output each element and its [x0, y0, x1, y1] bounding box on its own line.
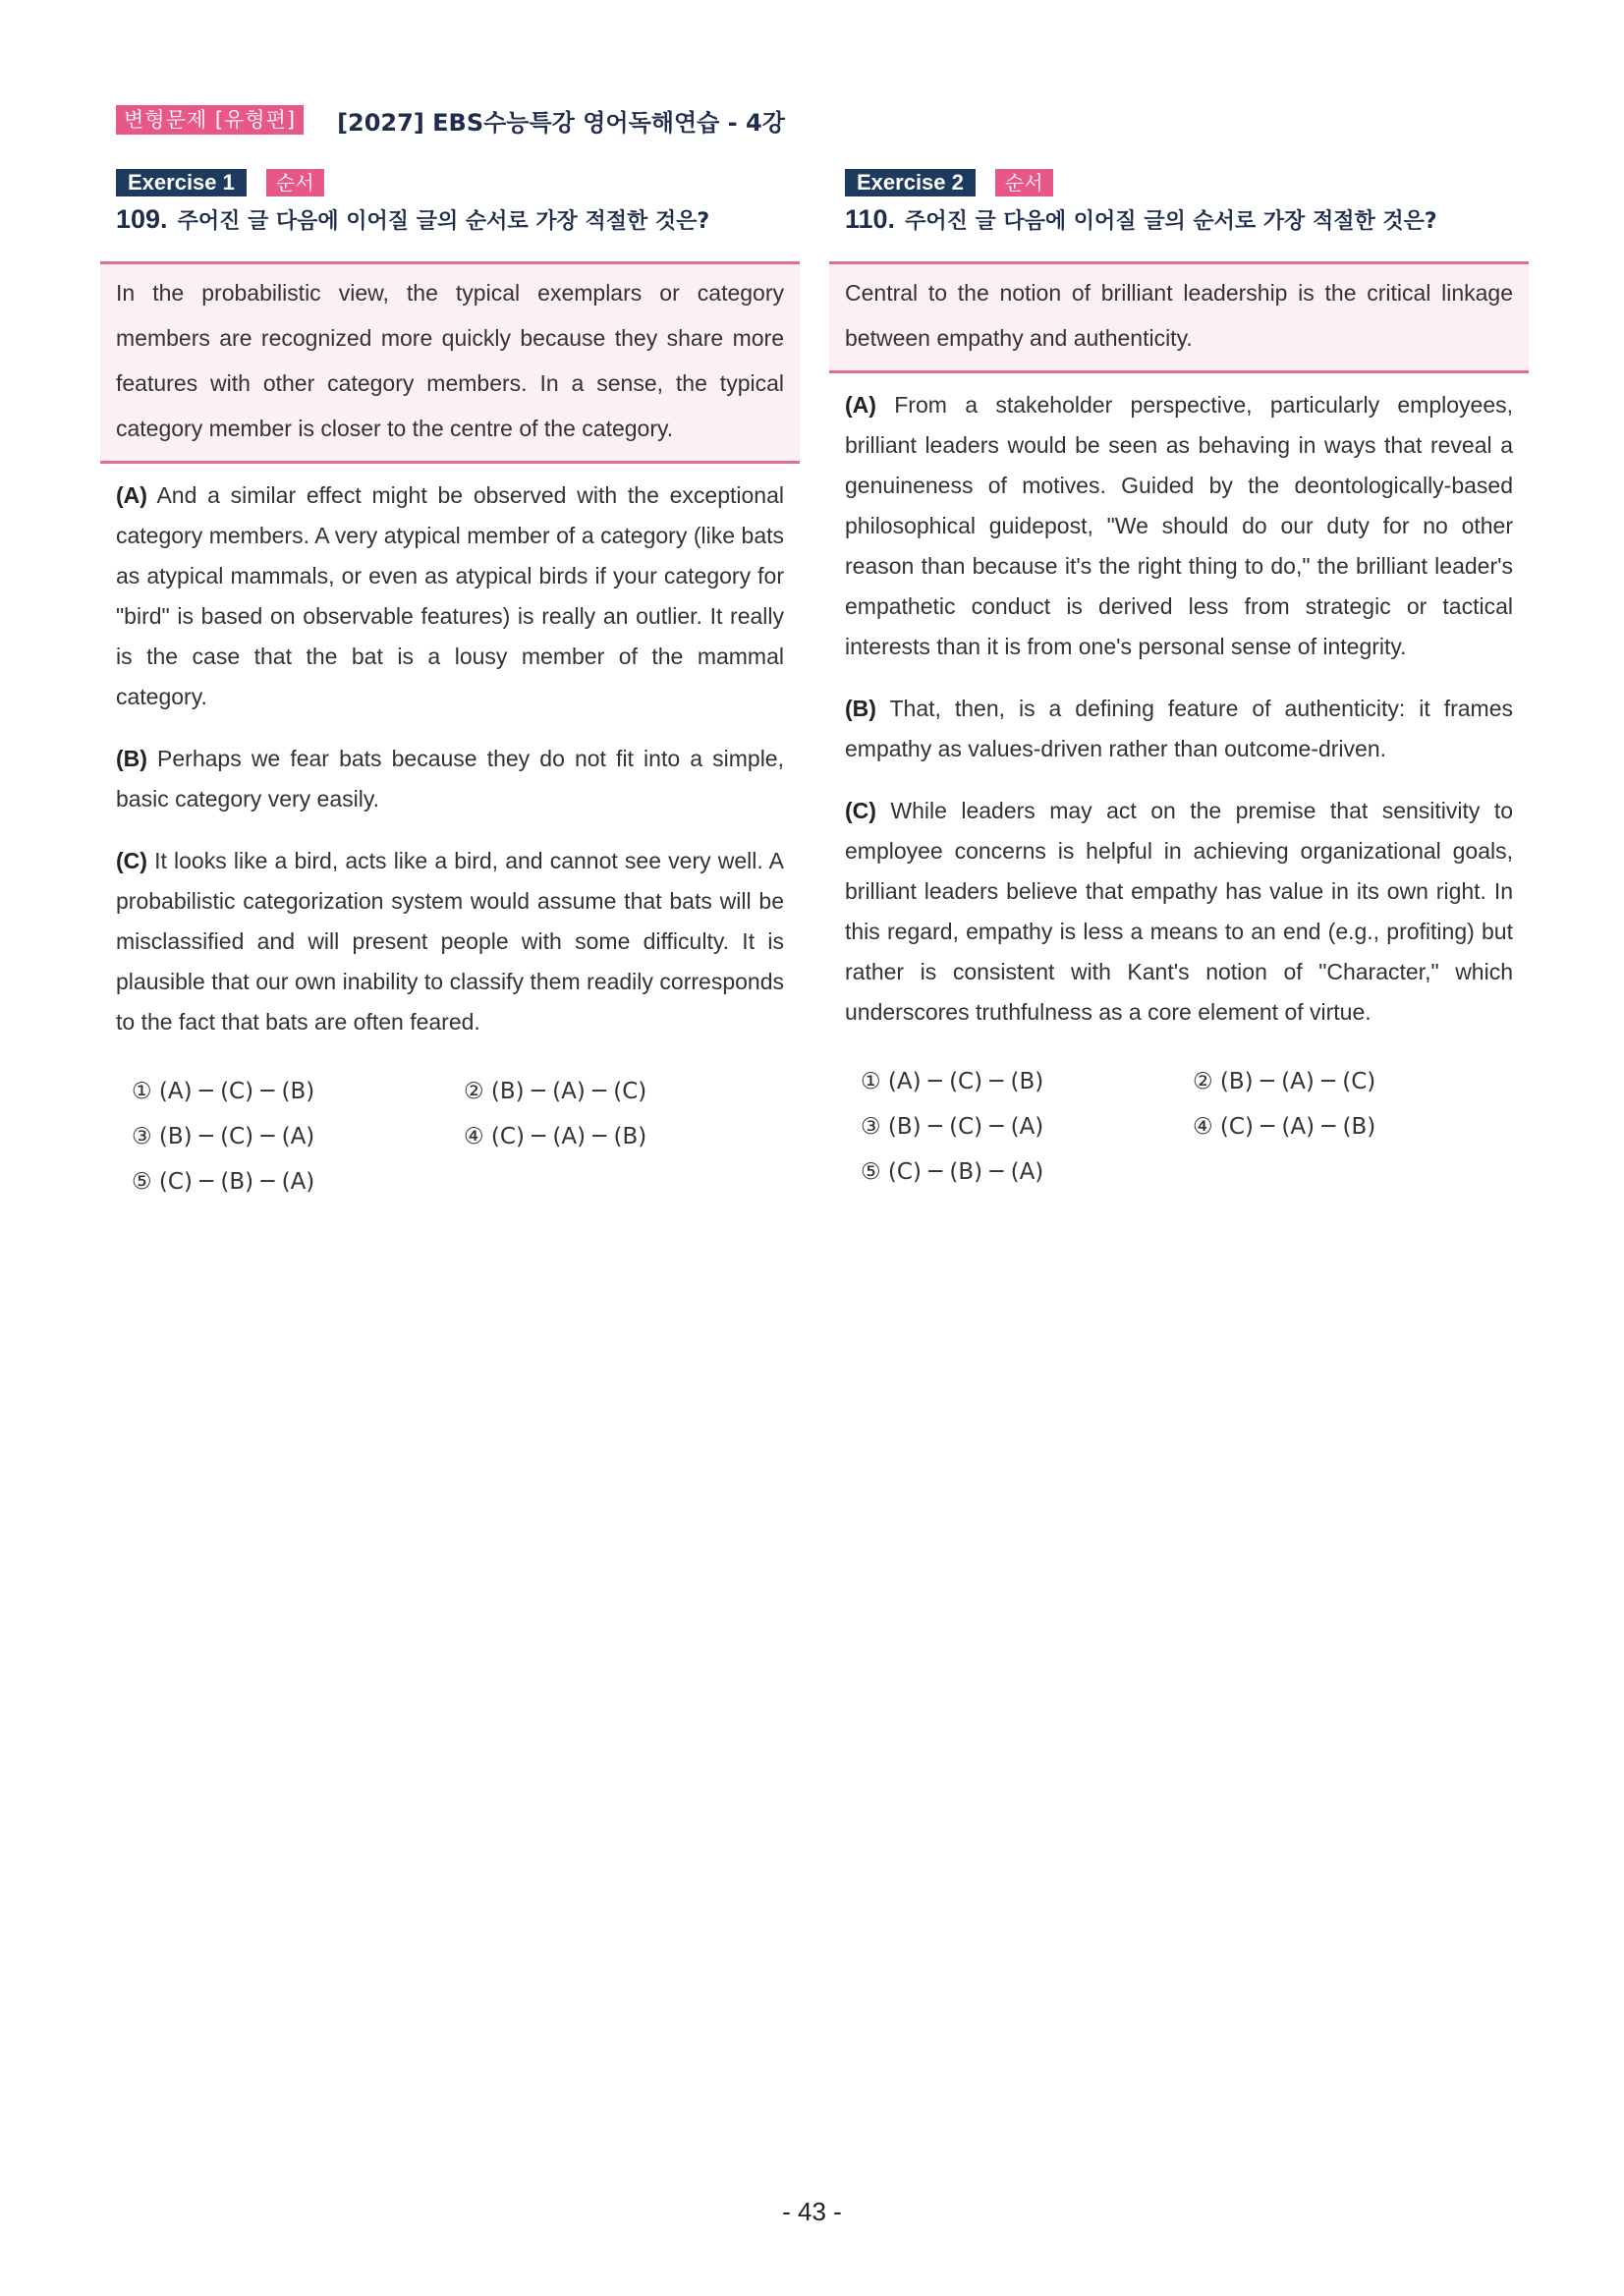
question-line: [845, 204, 1529, 244]
exercise-2: [829, 169, 1529, 1192]
choice-3[interactable]: ③ (B) ─ (C) ─ (A): [132, 1124, 315, 1149]
exercise-1: [100, 169, 800, 1202]
answer-choices: [829, 1062, 1529, 1192]
paragraph-c: [829, 791, 1529, 1033]
choice-1[interactable]: ① (A) ─ (C) ─ (B): [132, 1079, 315, 1104]
given-passage: Central to the notion of brilliant leadership is the critical linkage between empathy and authenticity.: [829, 261, 1529, 373]
paragraph-label: (A): [116, 482, 147, 508]
choice-5[interactable]: ⑤ (C) ─ (B) ─ (A): [861, 1159, 1044, 1185]
paragraph-text: It looks like a bird, acts like a bird, and cannot see very well. A probabilistic categorization system would assume that bats will be misclassified and will present people with some difficulty. It is plausible that our own inability to classify them readily corresponds to the fact that bats are often feared.: [116, 848, 784, 1035]
given-passage: In the probabilistic view, the typical exemplars or category members are recognized more quickly because they share more features with other category members. In a sense, the typical category member is closer to the centre of the category.: [100, 261, 800, 464]
question-number: 110.: [845, 204, 896, 234]
paragraph-text: While leaders may act on the premise that sensitivity to employee concerns is helpful in achieving organizational goals, brilliant leaders believe that empathy has value in its own right. In this regard, empathy is less a means to an end (e.g., profiting) but rather is consistent with Kant's notion of "Character," which underscores truthfulness as a core element of virtue.: [845, 798, 1514, 1025]
exercise-category-tag: 순서: [266, 169, 324, 196]
paragraph-c: [100, 841, 800, 1042]
page-number: - 43 -: [782, 2197, 842, 2226]
header-title: [2027] EBS수능특강 영어독해연습 - 4강: [337, 108, 785, 137]
answer-choices: [100, 1072, 800, 1202]
choice-4[interactable]: ④ (C) ─ (A) ─ (B): [1193, 1114, 1376, 1140]
paragraph-label: (A): [845, 392, 876, 418]
question-number: 109.: [116, 204, 168, 234]
choice-4[interactable]: ④ (C) ─ (A) ─ (B): [464, 1124, 647, 1149]
paragraph-label: (C): [116, 848, 147, 873]
question-text: 주어진 글 다음에 이어질 글의 순서로 가장 적절한 것은?: [905, 209, 1437, 234]
choice-1[interactable]: ① (A) ─ (C) ─ (B): [861, 1069, 1044, 1094]
exercise-badge: Exercise 2: [845, 169, 976, 196]
exercise-badge: Exercise 1: [116, 169, 247, 196]
paragraph-b: [100, 739, 800, 819]
paragraph-label: (B): [116, 746, 147, 771]
question-text: 주어진 글 다음에 이어질 글의 순서로 가장 적절한 것은?: [177, 209, 710, 234]
paragraph-text: From a stakeholder perspective, particularly employees, brilliant leaders would be seen as behaving in ways that reveal a genuineness of motives. Guided by the deontologically-based philosophical guidepost, "We should do our duty for no other reason than because it's the right thing to do," the brilliant leader's empathetic conduct is derived less from strategic or tactical interests than it is from one's personal sense of integrity.: [845, 392, 1513, 659]
choice-2[interactable]: ② (B) ─ (A) ─ (C): [1193, 1069, 1376, 1094]
exercise-label-row: [845, 169, 1529, 196]
exercise-label-row: [116, 169, 800, 196]
paragraph-label: (C): [845, 798, 876, 823]
section-type-tag: 변형문제 [유형편]: [116, 105, 304, 135]
exercise-category-tag: 순서: [995, 169, 1053, 196]
paragraph-text: Perhaps we fear bats because they do not fit into a simple, basic category very easily.: [116, 746, 784, 812]
paragraph-a: [100, 476, 800, 717]
choice-5[interactable]: ⑤ (C) ─ (B) ─ (A): [132, 1169, 315, 1195]
choice-2[interactable]: ② (B) ─ (A) ─ (C): [464, 1079, 647, 1104]
paragraph-b: [829, 689, 1529, 769]
page-header: [116, 102, 785, 138]
choice-3[interactable]: ③ (B) ─ (C) ─ (A): [861, 1114, 1044, 1140]
paragraph-label: (B): [845, 696, 876, 721]
paragraph-text: And a similar effect might be observed with the exceptional category members. A very atypical member of a category (like bats as atypical mammals, or even as atypical birds if your category for "bird" is based on observable features) is really an outlier. It really is the case that the bat is a lousy member of the mammal category.: [116, 482, 784, 709]
paragraph-text: That, then, is a defining feature of authenticity: it frames empathy as values-driven rather than outcome-driven.: [845, 696, 1513, 761]
question-line: [116, 204, 800, 244]
paragraph-a: [829, 385, 1529, 667]
